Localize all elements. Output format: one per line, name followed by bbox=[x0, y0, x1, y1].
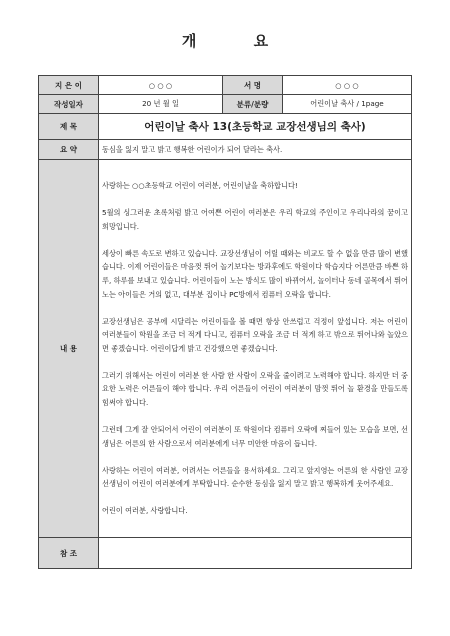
subject-label: 제 목 bbox=[39, 114, 99, 140]
content-paragraph: 교장선생님은 공부에 시달리는 어린이들을 볼 때면 항상 안쓰럽고 걱정이 앞섭니다. 저는 어린이 여러분들이 학원을 조금 더 적게 다니고, 컴퓨터 오락을 조금 더 적게 하고 밖으로 뛰어나와 놀았으면 좋겠습니다. 어린이답게 밝고 건강했으면 좋겠습니다. bbox=[102, 316, 408, 353]
content-paragraph: 세상이 빠른 속도로 변하고 있습니다. 교장선생님이 어릴 때와는 비교도 할 수 없을 만큼 많이 변했습니다. 이제 어린이들은 마음껏 뛰어 놀기보다는 방과후에도 학원이다 학습지다 어른만큼 바쁜 하루, 하루를 보내고 있습니다. 어린이들이 노는 방식도 많이 바뀌어서, 놀이터나 동네 골목에서 뛰어 노는 아이들은 거의 없고, 대부분 집이나 PC방에서 컴퓨터 오락을 합니다. bbox=[102, 248, 408, 299]
subject-value: 어린이날 축사 13(초등학교 교장선생님의 축사) bbox=[99, 114, 412, 140]
document-title: 개 요 bbox=[181, 32, 295, 50]
summary-value: 동심을 잃지 말고 밝고 행복한 어린이가 되어 달라는 축사. bbox=[99, 140, 412, 160]
reference-label: 참 조 bbox=[39, 538, 99, 569]
content-label: 내 용 bbox=[39, 160, 99, 538]
summary-table bbox=[38, 75, 412, 569]
content-body bbox=[99, 160, 412, 538]
author-value: ○ ○ ○ bbox=[99, 76, 223, 95]
author-label: 지 은 이 bbox=[39, 76, 99, 95]
content-paragraph: 5월의 싱그러운 초록처럼 밝고 어여쁜 어린이 여러분은 우리 학교의 주인이고 우리나라의 꿈이고 희망입니다. bbox=[102, 208, 408, 231]
content-paragraph: 그러기 위해서는 어린이 여러분 한 사람 한 사람이 오락을 줄이려고 노력해야 합니다. 하지만 더 중요한 노력은 어른들이 해야 합니다. 우리 어른들이 어린이 여러분이 맘껏 뛰어 놀 환경을 만들도록 힘써야 합니다. bbox=[102, 370, 408, 407]
content-paragraph: 사랑하는 ○○초등학교 어린이 여러분, 어린이날을 축하합니다! bbox=[102, 181, 298, 191]
summary-label: 요 약 bbox=[39, 140, 99, 160]
content-paragraph: 그런데 그게 잘 안되어서 어린이 여러분이 또 학원이다 컴퓨터 오락에 찌들어 있는 모습을 보면, 선생님은 어른의 한 사람으로서 여러분에게 너무 미안한 마음이 듭니다. bbox=[102, 424, 408, 448]
date-label: 작성일자 bbox=[39, 95, 99, 114]
category-label: 분류/분량 bbox=[223, 95, 283, 114]
category-value: 어린이날 축사 / 1page bbox=[283, 95, 412, 114]
content-paragraph: 어린이 여러분, 사랑합니다. bbox=[102, 506, 188, 516]
signature-label: 서 명 bbox=[223, 76, 283, 95]
reference-value bbox=[99, 538, 412, 569]
content-paragraph: 사랑하는 어린이 여러분, 어려서는 어른들을 용서하세요. 그리고 앞지영는 어른의 한 사람인 교장선생님이 어린이 여러분에게 부탁합니다. 순수한 동심을 잃지 말고 밝고 행복하게 웃어주세요. bbox=[102, 465, 408, 489]
date-value: 20 년 월 일 bbox=[99, 95, 223, 114]
signature-value: ○ ○ ○ bbox=[283, 76, 412, 95]
